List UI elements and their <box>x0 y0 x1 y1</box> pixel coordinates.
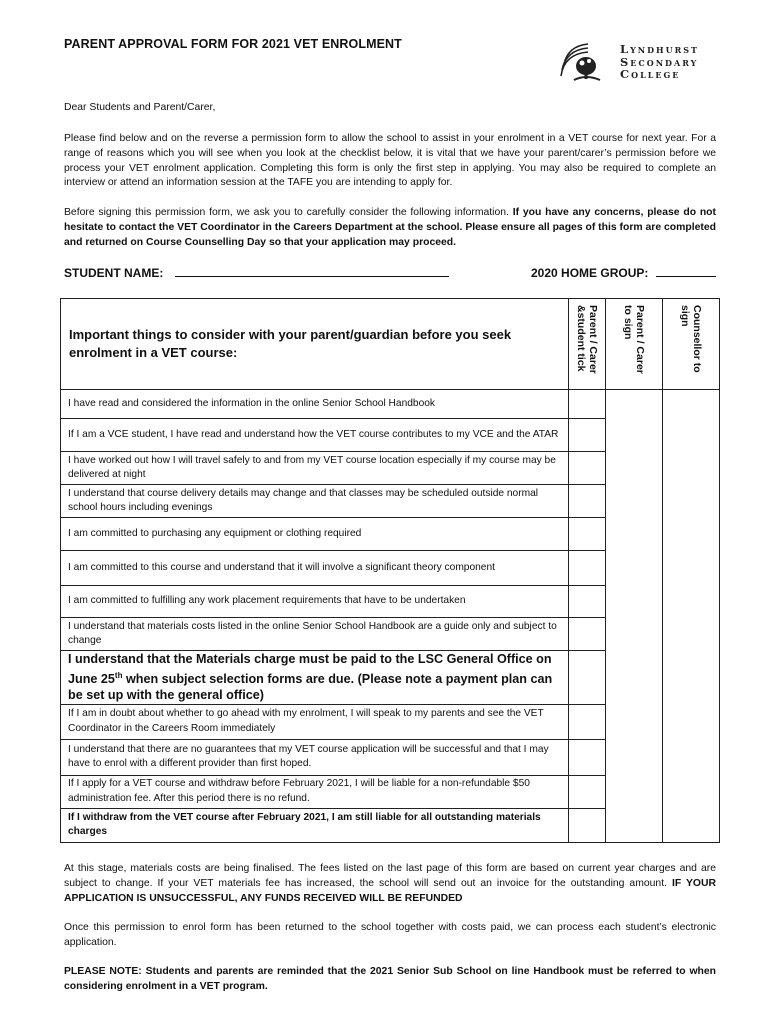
logo-line-3: College <box>620 67 681 81</box>
col-header-tick-text: Parent / Carer &student tick <box>575 305 599 374</box>
logo-line-2: Secondary <box>620 54 699 69</box>
tick-box[interactable] <box>569 704 606 739</box>
intro-paragraph: Please find below and on the reverse a permission form to allow the school to assist in your enrolment in a VET course for next year. For a range of reasons which you will see when you look at the checklist below, it is vital that we have your parent/carer’s permission before we process your VET enrolment application. Completing this form is only the first step in applying. You may also be required to complete an interview or attend an information session at the TAFE you are intending to apply for. <box>64 133 716 189</box>
student-name-label: STUDENT NAME: <box>64 266 164 280</box>
tick-box[interactable] <box>569 618 606 651</box>
row-text: I have worked out how I will travel safely to and from my VET course location especially if my course may be delivered at night <box>61 452 569 485</box>
instructions-paragraph <box>64 206 716 250</box>
tick-box[interactable] <box>569 390 606 419</box>
row-text: I understand that course delivery details may change and that classes may be scheduled outside normal school hours including evenings <box>61 485 569 518</box>
col-header-counsellor-sign-text: Counsellor to sign <box>679 305 703 373</box>
col-header-parent-sign-text: Parent / Carer to sign <box>622 305 646 374</box>
row-text: I am committed to fulfilling any work placement requirements that have to be undertaken <box>61 586 569 618</box>
col-header-parent-sign <box>606 299 663 390</box>
greeting: Dear Students and Parent/Carer, <box>64 102 216 113</box>
tick-box[interactable] <box>569 551 606 586</box>
row-text: If I am in doubt about whether to go ahead with my enrolment, I will speak to my parents and see the VET Coordinator in the Careers Room immediately <box>61 704 569 739</box>
processing-paragraph: Once this permission to enrol form has been returned to the school together with costs paid, we can process each student’s electronic application. <box>64 922 716 948</box>
col-header-tick <box>569 299 606 390</box>
refund-notice: IF YOUR APPLICATION IS UNSUCCESSFUL, ANY FUNDS RECEIVED WILL BE REFUNDED <box>64 877 716 904</box>
tick-box[interactable] <box>569 775 606 808</box>
row-text: If I withdraw from the VET course after February 2021, I am still liable for all outstanding materials charges <box>61 808 569 842</box>
tick-box[interactable] <box>569 651 606 705</box>
student-name-input[interactable] <box>175 266 449 277</box>
tick-box[interactable] <box>569 419 606 452</box>
row-text: I am committed to this course and understand that it will involve a significant theory component <box>61 551 569 586</box>
home-group-label: 2020 HOME GROUP: <box>531 266 649 280</box>
home-group-input[interactable] <box>656 266 716 277</box>
please-note-paragraph: PLEASE NOTE: Students and parents are reminded that the 2021 Senior Sub School on line Handbook must be referred to when considering enrolment in a VET program. <box>64 966 716 992</box>
tick-box[interactable] <box>569 452 606 485</box>
row-text-materials-charge: I understand that the Materials charge must be paid to the LSC General Office on June 25th when subject selection forms are due. (Please note a payment plan can be set up with the general office) <box>61 651 569 705</box>
parent-signature-box[interactable] <box>606 390 663 843</box>
row-text: I am committed to purchasing any equipment or clothing required <box>61 518 569 551</box>
materials-cost-paragraph <box>64 862 716 906</box>
checklist-table <box>60 298 720 843</box>
checklist-main-header: Important things to consider with your parent/guardian before you seek enrolment in a VET course: <box>61 299 569 390</box>
home-group-field <box>531 266 716 280</box>
form-title: PARENT APPROVAL FORM FOR 2021 VET ENROLMENT <box>64 37 402 51</box>
tick-box[interactable] <box>569 586 606 618</box>
row-text: If I am a VCE student, I have read and understand how the VET course contributes to my VCE and the ATAR <box>61 419 569 452</box>
counsellor-signature-box[interactable] <box>663 390 720 843</box>
instructions-text: Before signing this permission form, we ask you to carefully consider the following information. <box>64 207 513 218</box>
row-text: I understand that there are no guarantees that my VET course application will be successful and that I may have to enrol with a different provider than first hoped. <box>61 739 569 775</box>
row-text: I have read and considered the information in the online Senior School Handbook <box>61 390 569 419</box>
student-name-field <box>64 266 449 280</box>
logo-line-1: Lyndhurst <box>620 42 699 56</box>
school-name <box>620 43 699 81</box>
tick-box[interactable] <box>569 739 606 775</box>
checklist-header-row <box>61 299 720 390</box>
tick-box[interactable] <box>569 518 606 551</box>
col-header-counsellor-sign <box>663 299 720 390</box>
row-text: If I apply for a VET course and withdraw before February 2021, I will be liable for a non-refundable $50 administration fee. After this period there is no refund. <box>61 775 569 808</box>
tick-box[interactable] <box>569 485 606 518</box>
materials-cost-text: At this stage, materials costs are being finalised. The fees listed on the last page of this form are based on current year charges and are subject to change. If your VET materials fee has increased, the school will send out an invoice for the outstanding amount. <box>64 863 716 889</box>
school-crest-icon <box>558 40 616 84</box>
school-logo <box>558 40 714 84</box>
row-text: I understand that materials costs listed in the online Senior School Handbook are a guide only and subject to change <box>61 618 569 651</box>
tick-box[interactable] <box>569 808 606 842</box>
instructions-bold-text: If you have any concerns, please do not hesitate to contact the VET Coordinator in the Careers Department at the school. Please ensure all pages of this form are completed and returned on Course Counselling Day so that your application may proceed. <box>64 207 716 248</box>
table-row <box>61 390 720 419</box>
